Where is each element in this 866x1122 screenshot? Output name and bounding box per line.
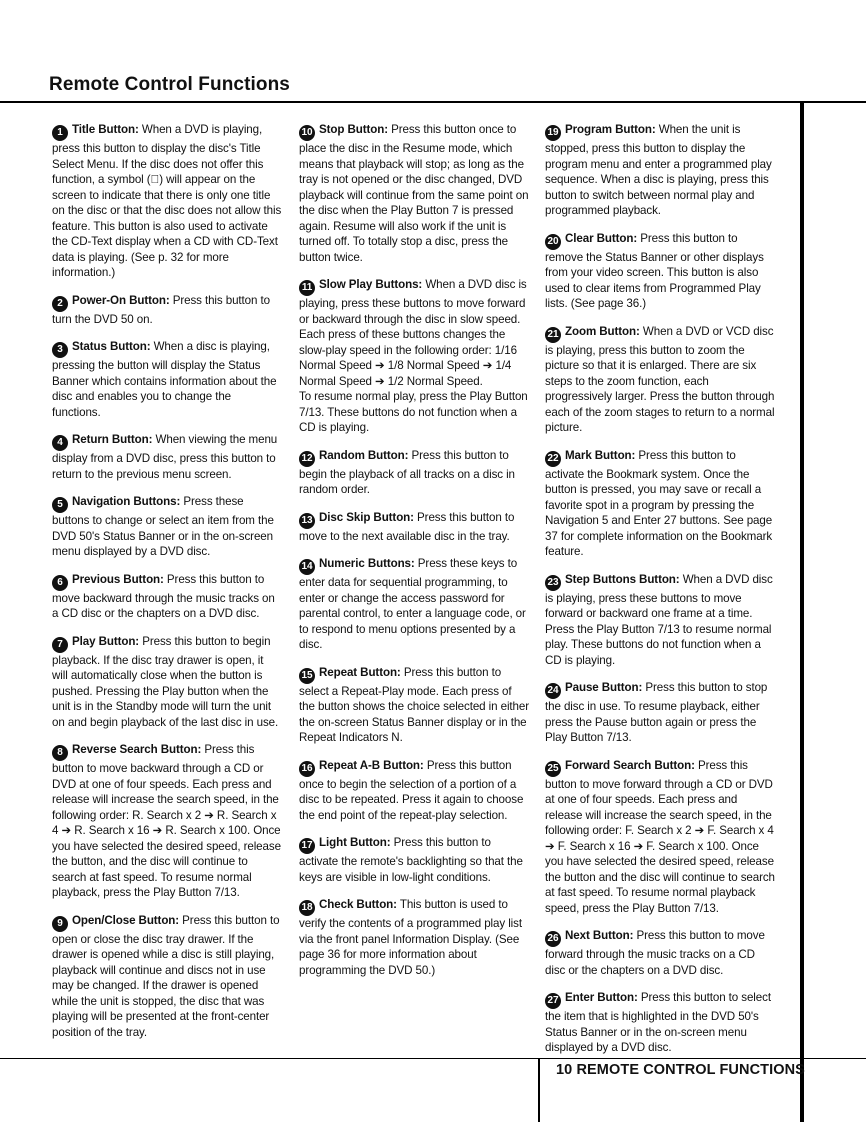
button-description-6	[52, 572, 282, 622]
button-description-3	[52, 339, 282, 420]
entry-heading: Previous Button:	[72, 572, 164, 586]
entry-text: Press this button to move forward through the music tracks on a CD disc or the chapters on a DVD disc.	[545, 929, 765, 977]
entry-text: Press this button once to begin the selection of a portion of a disc to be repeated. Press it again to choose the end point of the repeat-play selection.	[299, 758, 524, 822]
entry-text: Press this button to activate the Bookmark system. Once the button is pressed, you may save or recall a favorite spot in a program by pressing the Navigation 5 and Enter 27 buttons. See page 37 for complete information on the Bookmark feature.	[545, 448, 773, 558]
number-badge: 8	[52, 745, 68, 761]
button-description-15	[299, 665, 529, 746]
entry-heading: Next Button:	[565, 929, 634, 942]
entry-text: When a disc is playing, pressing the button will display the Status Banner which contains information about the disc and enables you to change the functions.	[52, 340, 277, 419]
entry-heading: Clear Button:	[565, 231, 638, 245]
button-description-20	[545, 231, 775, 312]
entry-heading: Power-On Button:	[72, 293, 170, 307]
button-description-23	[545, 572, 775, 669]
number-badge: 17	[299, 838, 315, 854]
entry-text: When viewing the menu display from a DVD disc, press this button to return to the previous menu screen.	[52, 433, 278, 481]
entry-text: Press this button to select the item that is highlighted in the DVD 50's Status Banner or in the on-screen menu displayed by a DVD disc.	[545, 991, 771, 1054]
button-description-17	[299, 835, 529, 885]
entry-heading: Title Button:	[72, 123, 139, 136]
button-description-25	[545, 758, 775, 917]
button-description-14	[299, 556, 529, 653]
entry-text: Press this button to activate the remote's backlighting so that the keys are visible in low-light conditions.	[299, 836, 523, 884]
number-badge: 13	[299, 513, 315, 529]
entry-text: Press this button to begin the playback of all tracks on a disc in random order.	[299, 448, 515, 496]
entry-heading: Slow Play Buttons:	[319, 278, 423, 291]
number-badge: 12	[299, 451, 315, 467]
entry-heading: Stop Button:	[319, 123, 388, 136]
number-badge: 11	[299, 280, 315, 296]
button-description-2	[52, 293, 282, 328]
entry-text: Press this button to move to the next available disc in the tray.	[299, 510, 515, 543]
entry-text: When a DVD disc is playing, press these buttons to move forward or backward through the disc in slow speed. Each press of these buttons changes the slow-play speed in the following order: 1/16 Normal Speed ➔ 1/8 Normal Speed ➔ 1/4 Normal Speed ➔ 1/2 Normal Speed.	[299, 278, 527, 388]
entry-heading: Numeric Buttons:	[319, 557, 415, 570]
entry-text: Press this button to turn the DVD 50 on.	[52, 293, 270, 326]
entry-text: Press this button to begin playback. If the disc tray drawer is open, it will automatically close when the button is pushed. Pressing the Play button when the unit is in the Standby mode will turn the unit on and begin playback of the last disc in use.	[52, 634, 279, 729]
entry-heading: Forward Search Button:	[565, 758, 695, 772]
number-badge: 6	[52, 575, 68, 591]
right-margin-bar	[800, 101, 804, 1122]
number-badge: 15	[299, 668, 315, 684]
entry-text: When a DVD or VCD disc is playing, press this button to zoom the picture so that it is enlarged. There are six steps to the zoom function, each progressively larger. Press the button through each of the zoom stages to return to a normal picture.	[545, 324, 775, 434]
entry-text: When a DVD is playing, press this button to display the disc's Title Select Menu. If the disc does not offer this function, a symbol (⃠) will appear on the screen to indicate that there is only one title on the disc or that the disc does not allow this feature. This button is also used to activate the CD-Text display when a CD with CD-Text data is playing. (See p. 32 for more information.)	[52, 123, 282, 279]
entry-heading: Enter Button:	[565, 991, 638, 1004]
number-badge: 1	[52, 125, 68, 141]
entry-text: When the unit is stopped, press this button to display the program menu and enter a programmed play sequence. When a disc is playing, press this button to switch between normal play and programmed playback.	[545, 123, 772, 217]
entry-extra-text: To resume normal play, press the Play Button 7/13. These buttons do not function when a CD is playing.	[299, 390, 528, 434]
footer-rule	[0, 1058, 866, 1059]
entry-text: Press this button to remove the Status Banner or other displays from your video screen. This button is also used to clear items from Programmed Play lists. (See page 36.)	[545, 231, 764, 310]
number-badge: 27	[545, 993, 561, 1009]
entry-text: This button is used to verify the contents of a programmed play list via the front panel Information Display. (See page 36 for more information about programming the DVD 50.)	[299, 898, 522, 977]
button-description-22	[545, 448, 775, 560]
entry-text: Press these buttons to change or select an item from the DVD 50's Status Banner or in the on-screen menu displayed by a DVD disc.	[52, 495, 274, 558]
number-badge: 20	[545, 234, 561, 250]
entry-heading: Repeat A-B Button:	[319, 758, 424, 772]
button-description-4	[52, 432, 282, 482]
column-1	[52, 122, 282, 1052]
entry-heading: Return Button:	[72, 433, 153, 446]
button-description-26	[545, 928, 775, 978]
button-description-18	[299, 897, 529, 978]
entry-heading: Open/Close Button:	[72, 913, 180, 927]
number-badge: 22	[545, 451, 561, 467]
entry-heading: Repeat Button:	[319, 665, 401, 679]
entry-text: Press this button to move forward through a CD or DVD at one of four speeds. Each press and release will increase the search speed, in the following order: F. Search x 2 ➔ F. Search x 4 ➔ F. Search x 16 ➔ F. Search x 100. Once you have selected the desired speed, release the button and the disc will continue to search at fast speed. To resume normal playback speed, press the Play Button 7/13.	[545, 758, 775, 915]
button-description-1	[52, 122, 282, 281]
button-description-5	[52, 494, 282, 560]
header-rule	[0, 101, 866, 103]
number-badge: 14	[299, 559, 315, 575]
number-badge: 5	[52, 497, 68, 513]
number-badge: 4	[52, 435, 68, 451]
entry-heading: Pause Button:	[565, 681, 643, 694]
button-description-16	[299, 758, 529, 824]
entry-heading: Zoom Button:	[565, 324, 640, 338]
number-badge: 25	[545, 761, 561, 777]
entry-text: Press this button once to place the disc in the Resume mode, which means that playback will stop; as long as the tray is not opened or the disc changed, DVD playback will continue from the same point on the disc when the Play Button 7 is pressed again. Resume will also work if the unit is turned off. To totally stop a disc, press the button twice.	[299, 123, 529, 264]
entry-heading: Program Button:	[565, 123, 656, 136]
button-description-8	[52, 742, 282, 901]
number-badge: 21	[545, 327, 561, 343]
entry-heading: Random Button:	[319, 448, 409, 462]
number-badge: 16	[299, 761, 315, 777]
entry-text: Press this button to stop the disc in use. To resume playback, either press the Pause button again or press the Play Button 7/13.	[545, 681, 768, 744]
button-description-9	[52, 913, 282, 1041]
entry-heading: Disc Skip Button:	[319, 510, 414, 524]
entry-heading: Reverse Search Button:	[72, 743, 202, 756]
number-badge: 26	[545, 931, 561, 947]
column-3	[545, 122, 775, 1068]
footer-divider	[538, 1058, 540, 1122]
number-badge: 23	[545, 575, 561, 591]
number-badge: 7	[52, 637, 68, 653]
button-description-11	[299, 277, 529, 436]
number-badge: 19	[545, 125, 561, 141]
number-badge: 3	[52, 342, 68, 358]
button-description-13	[299, 510, 529, 545]
number-badge: 18	[299, 900, 315, 916]
entry-text: Press this button to open or close the disc tray drawer. If the drawer is opened while a disc is still playing, playback will continue and discs not in use may be changed. If the drawer is opened while the unit is stopped, the disc that was playing will be presented at the front-center position of the tray.	[52, 913, 280, 1039]
button-description-19	[545, 122, 775, 219]
entry-text: Press this button to move backward through a CD or DVD at one of four speeds. Each press and release will increase the search speed, in the following order: R. Search x 2 ➔ R. Search x 4 ➔ R. Search x 16 ➔ R. Search x 100. Once you have selected the desired speed, release the button, and the disc will continue to search at fast speed. To resume normal playback, press the Play Button 7/13.	[52, 743, 281, 899]
entry-heading: Status Button:	[72, 340, 151, 353]
column-2	[299, 122, 529, 990]
button-description-10	[299, 122, 529, 265]
entry-text: Press these keys to enter data for sequential programming, to enter or change the access password for parental control, to enter a language code, or to respond to menu options presented by a disc.	[299, 557, 526, 651]
entry-heading: Check Button:	[319, 898, 397, 911]
entry-heading: Mark Button:	[565, 448, 636, 462]
entry-text: Press this button to move backward through the music tracks on a CD disc or the chapters on a DVD disc.	[52, 572, 275, 620]
button-description-7	[52, 634, 282, 731]
entry-heading: Step Buttons Button:	[565, 572, 680, 586]
number-badge: 10	[299, 125, 315, 141]
entry-heading: Navigation Buttons:	[72, 495, 181, 508]
button-description-21	[545, 324, 775, 436]
entry-heading: Play Button:	[72, 634, 140, 648]
number-badge: 9	[52, 916, 68, 932]
entry-heading: Light Button:	[319, 836, 391, 849]
page-title: Remote Control Functions	[49, 74, 290, 95]
number-badge: 24	[545, 683, 561, 699]
button-description-27	[545, 990, 775, 1056]
button-description-24	[545, 680, 775, 746]
page-footer: 10 REMOTE CONTROL FUNCTIONS	[556, 1062, 805, 1078]
number-badge: 2	[52, 296, 68, 312]
entry-text: Press this button to select a Repeat-Play mode. Each press of the button shows the choice selected in either the on-screen Status Banner display or in the Repeat Indicators N.	[299, 665, 529, 744]
entry-text: When a DVD disc is playing, press these buttons to move forward or backward one frame at a time. Press the Play Button 7/13 to resume normal play. These buttons do not function when a CD is playing.	[545, 572, 773, 667]
button-description-12	[299, 448, 529, 498]
